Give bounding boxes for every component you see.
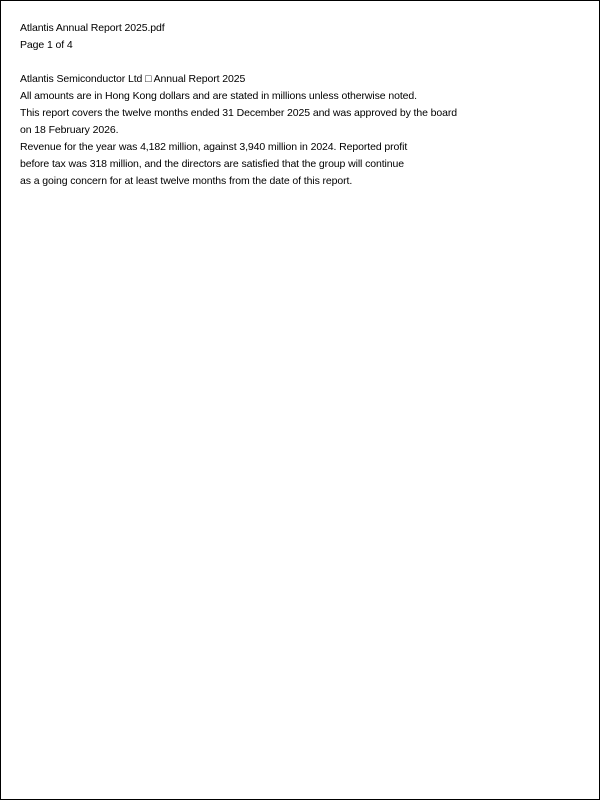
page-indicator: Page 1 of 4	[20, 39, 73, 51]
body-line: before tax was 318 million, and the directors are satisfied that the group will continue	[20, 158, 405, 170]
body-line: as a going concern for at least twelve months from the date of this report.	[20, 175, 353, 187]
body-line: on 18 February 2026.	[20, 124, 119, 136]
body-line: This report covers the twelve months ended 31 December 2025 and was approved by the board	[20, 107, 458, 119]
body-line: Revenue for the year was 4,182 million, against 3,940 million in 2024. Reported profit	[20, 141, 408, 153]
document-body	[20, 71, 457, 190]
document-filename: Atlantis Annual Report 2025.pdf	[20, 22, 165, 34]
document-header	[20, 20, 165, 54]
body-line: All amounts are in Hong Kong dollars and are stated in millions unless otherwise noted.	[20, 90, 417, 102]
report-title-line: Atlantis Semiconductor Ltd □ Annual Report 2025	[20, 73, 246, 85]
